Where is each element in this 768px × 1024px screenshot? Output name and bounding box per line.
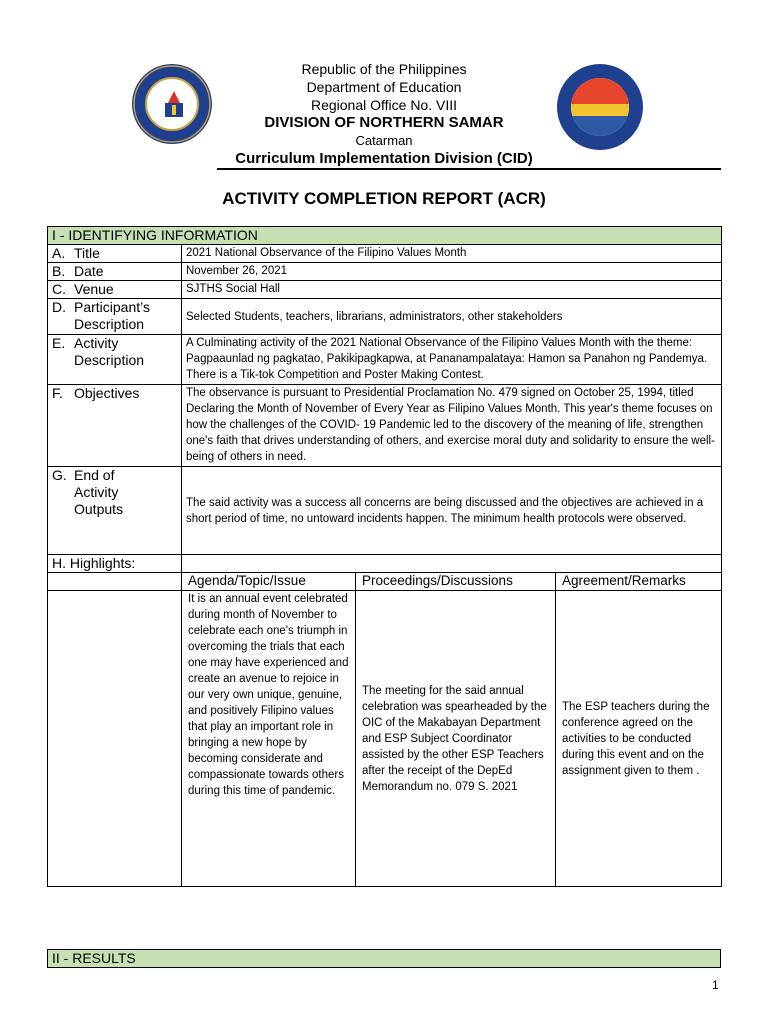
results-table [47,949,721,968]
header-region: Regional Office No. VIII [310,97,458,113]
highlights-empty-header [48,573,182,591]
row-outputs [48,467,722,555]
highlights-blank [182,555,722,573]
header-divider [217,168,721,170]
section-heading-row [48,227,722,245]
row-objectives [48,385,722,467]
identifying-information-table [47,226,722,887]
value-venue: SJTHS Social Hall [182,281,722,299]
report-title: ACTIVITY COMPLETION REPORT (ACR) [222,189,546,208]
row-highlights [48,555,722,573]
label-activity-description: E. Activity Description [48,335,182,385]
page-number: 1 [712,978,719,992]
row-participants [48,299,722,335]
section-heading-results: II - RESULTS [48,950,721,968]
value-date: November 26, 2021 [182,263,722,281]
label-date: B. Date [48,263,182,281]
highlights-empty-cell [48,591,182,887]
highlights-proceedings-text: The meeting for the said annual celebration was spearheaded by the OIC of the Makabayan Department and ESP Subject Coordinator assisted by the other ESP Teachers after the receipt of the DepEd Memorandum no. 079 S. 2021 [356,591,556,887]
header-division: DIVISION OF NORTHERN SAMAR [264,114,504,131]
value-objectives: The observance is pursuant to Presidential Proclamation No. 479 signed on October 25, 1994, titled Declaring the Month of November of Every Year as Filipino Values Month. This year's theme focuses on how the challenges of the COVID- 19 Pandemic led to the discovery of the meaning of life, strengthen one's faith that drives understanding of others, and exercise moral duty and solidarity to ensure the well-being of others in need. [182,385,722,467]
label-title: A. Title [48,245,182,263]
value-participants: Selected Students, teachers, librarians, administrators, other stakeholders [182,299,722,335]
header-city: Catarman [355,133,413,148]
row-title [48,245,722,263]
column-header-remarks: Agreement/Remarks [556,573,722,591]
highlights-body-row [48,591,722,887]
label-highlights: H. Highlights: [48,555,182,573]
value-outputs: The said activity was a success all concerns are being discussed and the objectives are achieved in a short period of time, no untoward incidents happen. The minimum health protocols were observed. [182,467,722,555]
row-venue [48,281,722,299]
highlights-header-row [48,573,722,591]
label-outputs: G. End of Activity Outputs [48,467,182,555]
label-objectives: F. Objectives [48,385,182,467]
label-participants: D. Participant’s Description [48,299,182,335]
label-venue: C. Venue [48,281,182,299]
row-activity-description [48,335,722,385]
section-heading-row [48,950,721,968]
header-office: Curriculum Implementation Division (CID) [235,150,533,167]
highlights-agenda-text: It is an annual event celebrated during month of November to celebrate each one's triumph in overcoming the trials that each one may have experienced and create an avenue to rejoice in our very own unique, genuine, and positively Filipino values that play an important role in bringing a new hope by becoming considerate and compassionate towards others during this time of pandemic. [182,591,356,887]
highlights-remarks-text: The ESP teachers during the conference agreed on the activities to be conducted during this event and on the assignment given to them . [556,591,722,887]
value-title: 2021 National Observance of the Filipino Values Month [182,245,722,263]
row-date [48,263,722,281]
value-activity-description: A Culminating activity of the 2021 National Observance of the Filipino Values Month with the theme: Pagpaaunlad ng pagkatao, Pakikipagkapwa, at Pananampalataya: Hamon sa Panahon ng Pandemya. There is a Tik-tok Competition and Poster Making Contest. [182,335,722,385]
header-republic: Republic of the Philippines [301,61,467,77]
column-header-proceedings: Proceedings/Discussions [356,573,556,591]
section-heading-identifying: I - IDENTIFYING INFORMATION [48,227,722,245]
header-department: Department of Education [306,79,462,95]
column-header-agenda: Agenda/Topic/Issue [182,573,356,591]
